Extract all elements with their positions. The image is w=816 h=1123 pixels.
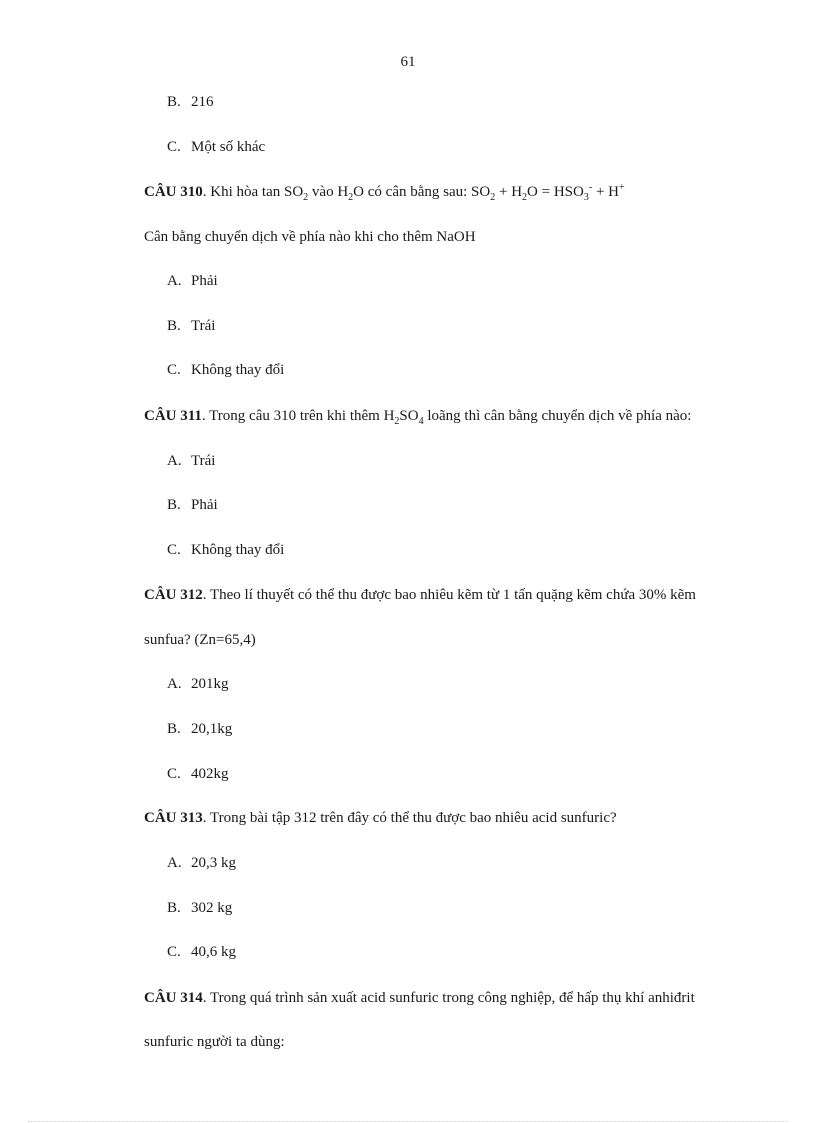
question-text: O có cân bằng sau: SO	[353, 184, 491, 200]
subscript: 2	[303, 192, 309, 203]
option-b	[167, 92, 214, 112]
option-c	[167, 764, 229, 784]
question-text: + H	[592, 184, 619, 200]
question-314	[144, 988, 695, 1008]
option-a	[167, 451, 215, 471]
option-letter: B.	[167, 94, 181, 110]
option-letter: C.	[167, 944, 181, 960]
question-label: CÂU 311	[144, 408, 202, 424]
option-letter: B.	[167, 497, 181, 513]
question-label: CÂU 313	[144, 810, 203, 826]
option-c	[167, 942, 236, 962]
footer-divider	[28, 1121, 788, 1122]
option-b	[167, 316, 215, 336]
question-310-continuation: Cân bằng chuyển dịch về phía nào khi cho thêm NaOH	[144, 229, 476, 245]
option-a	[167, 271, 218, 291]
question-label: CÂU 314	[144, 990, 203, 1006]
option-text: 40,6 kg	[191, 944, 236, 960]
question-text: vào H	[308, 184, 349, 200]
option-c	[167, 540, 284, 560]
page-number: 61	[400, 54, 416, 70]
question-text: O = HSO	[527, 184, 584, 200]
question-text: SO	[399, 408, 419, 424]
question-312-continuation: sunfua? (Zn=65,4)	[144, 632, 256, 648]
option-letter: A.	[167, 676, 182, 692]
option-b	[167, 898, 232, 918]
option-text: 302 kg	[191, 900, 233, 916]
question-313	[144, 808, 617, 828]
option-text: 20,1kg	[191, 721, 233, 737]
question-text: . Khi hòa tan SO	[202, 184, 304, 200]
option-letter: B.	[167, 318, 181, 334]
question-label: CÂU 312	[144, 587, 203, 603]
option-text: 216	[191, 94, 214, 110]
option-text: Trái	[191, 318, 216, 334]
subscript: 2	[394, 416, 400, 427]
option-text: Một số khác	[191, 139, 266, 155]
option-text: 20,3 kg	[191, 855, 236, 871]
option-b	[167, 495, 218, 515]
subscript: 2	[522, 192, 528, 203]
option-text: Phải	[191, 497, 218, 513]
question-310	[144, 182, 625, 202]
option-letter: A.	[167, 453, 182, 469]
option-letter: B.	[167, 721, 181, 737]
option-letter: A.	[167, 855, 182, 871]
subscript: 2	[348, 192, 354, 203]
option-letter: A.	[167, 273, 182, 289]
option-text: Không thay đổi	[191, 362, 285, 378]
question-text: . Trong quá trình sản xuất acid sunfuric trong công nghiệp, để hấp thụ khí anhiđrit	[202, 990, 695, 1006]
option-a	[167, 674, 229, 694]
superscript: +	[618, 182, 625, 193]
option-letter: C.	[167, 766, 181, 782]
question-label: CÂU 310	[144, 184, 203, 200]
question-text: . Theo lí thuyết có thể thu được bao nhiêu kẽm từ 1 tấn quặng kẽm chứa 30% kẽm	[202, 587, 696, 603]
question-text: . Trong bài tập 312 trên đây có thể thu được bao nhiêu acid sunfuric?	[202, 810, 617, 826]
option-letter: C.	[167, 542, 181, 558]
subscript: 3	[583, 192, 589, 203]
option-letter: C.	[167, 362, 181, 378]
option-letter: C.	[167, 139, 181, 155]
question-314-continuation: sunfuric người ta dùng:	[144, 1034, 285, 1050]
option-letter: B.	[167, 900, 181, 916]
option-c	[167, 137, 265, 157]
option-text: Trái	[191, 453, 216, 469]
option-b	[167, 719, 232, 739]
option-a	[167, 853, 236, 873]
option-text: Phải	[191, 273, 218, 289]
question-text: + H	[495, 184, 523, 200]
option-c	[167, 360, 284, 380]
option-text: Không thay đổi	[191, 542, 285, 558]
question-311	[144, 406, 691, 426]
option-text: 402kg	[191, 766, 229, 782]
question-text: loãng thì cân bằng chuyển dịch về phía nào:	[423, 408, 692, 424]
question-312	[144, 585, 696, 605]
subscript: 4	[418, 416, 424, 427]
subscript: 2	[490, 192, 496, 203]
superscript: -	[588, 182, 593, 193]
option-text: 201kg	[191, 676, 229, 692]
question-text: . Trong câu 310 trên khi thêm H	[201, 408, 395, 424]
